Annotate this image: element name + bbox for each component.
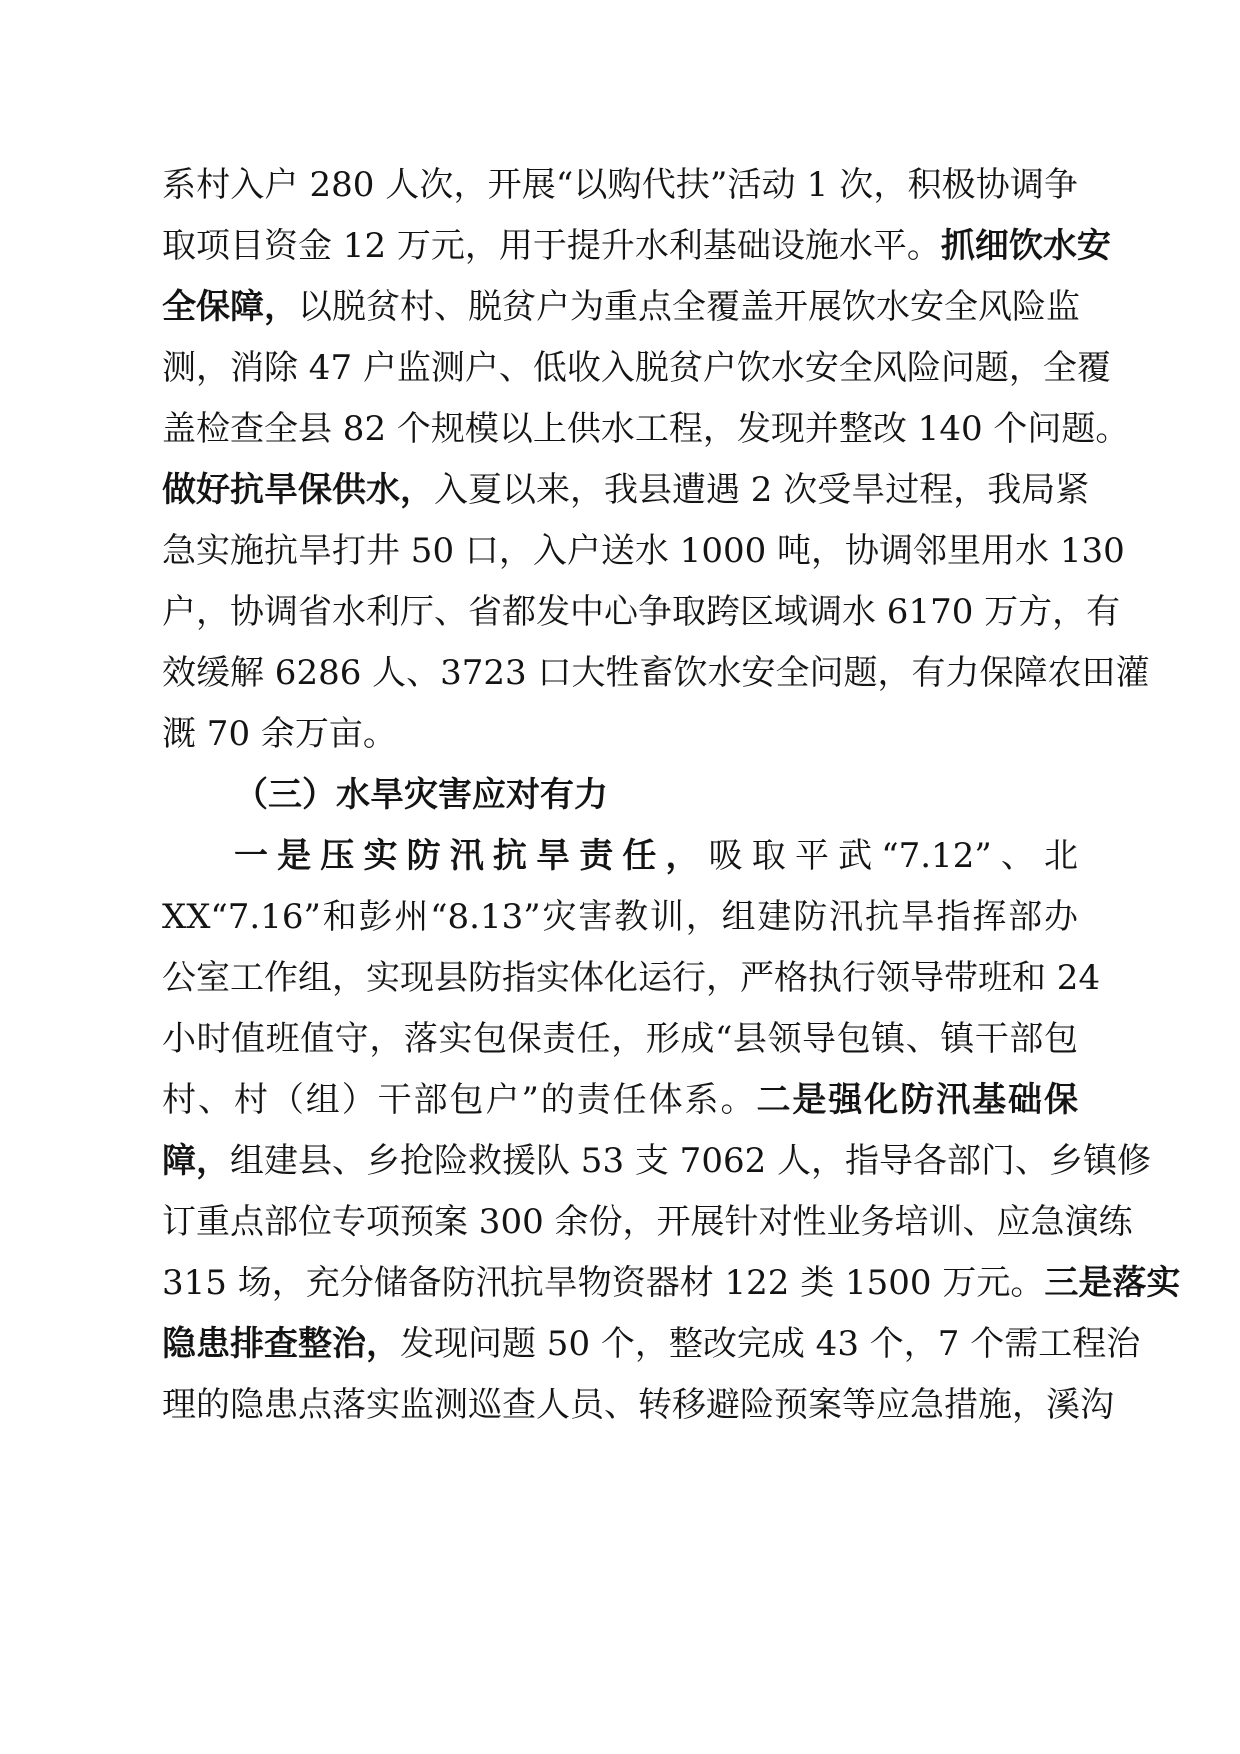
text-run: 村、村（组）干部包户”的责任体系。 xyxy=(162,1080,757,1120)
bold-text-run: 障， xyxy=(162,1141,230,1181)
text-run: 订重点部位专项预案 300 余份，开展针对性业务培训、应急演练 xyxy=(162,1202,1133,1242)
bold-text-run: 抓细饮水安 xyxy=(940,226,1111,266)
text-line xyxy=(162,711,1078,757)
text-line xyxy=(162,1016,1078,1062)
text-line xyxy=(162,1138,1152,1184)
text-line xyxy=(162,528,1125,574)
bold-text-run: 二是强化防汛基础保 xyxy=(756,1080,1078,1120)
text-run: 盖检查全县 82 个规模以上供水工程，发现并整改 140 个问题。 xyxy=(162,409,1130,449)
text-run: 户，协调省水利厅、省都发中心争取跨区域调水 6170 万方，有 xyxy=(162,592,1121,632)
text-run: 效缓解 6286 人、3723 口大牲畜饮水安全问题，有力保障农田灌 xyxy=(162,653,1150,693)
text-run: 发现问题 50 个，整改完成 43 个，7 个需工程治 xyxy=(400,1324,1141,1364)
text-line xyxy=(162,955,1101,1001)
text-line xyxy=(162,1321,1141,1367)
text-line xyxy=(162,406,1130,452)
section-heading xyxy=(234,772,834,818)
text-line xyxy=(162,1199,1133,1245)
text-run: 测，消除 47 户监测户、低收入脱贫户饮水安全风险问题，全覆 xyxy=(162,348,1111,388)
text-run: 取项目资金 12 万元，用于提升水利基础设施水平。 xyxy=(162,226,941,266)
text-run: 组建县、乡抢险救援队 53 支 7062 人，指导各部门、乡镇修 xyxy=(230,1141,1152,1181)
text-run: 以脱贫村、脱贫户为重点全覆盖开展饮水安全风险监 xyxy=(298,287,1080,327)
text-line xyxy=(162,1382,1114,1428)
bold-text-run: 一是压实防汛抗旱责任， xyxy=(234,836,709,876)
text-run: 吸取平武“7.12”、北 xyxy=(708,836,1079,876)
text-line xyxy=(162,1260,1181,1306)
text-line xyxy=(162,650,1150,696)
text-run: 小时值班值守，落实包保责任，形成“县领导包镇、镇干部包 xyxy=(162,1019,1078,1059)
text-line xyxy=(162,589,1121,635)
text-line xyxy=(162,345,1111,391)
text-line xyxy=(162,223,1111,269)
text-run: 溉 70 余万亩。 xyxy=(162,714,397,754)
text-line xyxy=(162,1077,1078,1123)
text-run: XX“7.16”和彭州“8.13”灾害教训，组建防汛抗旱指挥部办 xyxy=(162,897,1078,937)
text-run: 急实施抗旱打井 50 口，入户送水 1000 吨，协调邻里用水 130 xyxy=(162,531,1125,571)
bold-text-run: 隐患排查整治， xyxy=(162,1324,400,1364)
text-run: 315 场，充分储备防汛抗旱物资器材 122 类 1500 万元。 xyxy=(162,1263,1045,1303)
text-line xyxy=(162,162,1078,208)
text-run: 公室工作组，实现县防指实体化运行，严格执行领导带班和 24 xyxy=(162,958,1101,998)
text-run: 系村入户 280 人次，开展“以购代扶”活动 1 次，积极协调争 xyxy=(162,165,1078,205)
section-heading-text: （三）水旱灾害应对有力 xyxy=(234,775,608,815)
text-line xyxy=(234,833,1078,879)
bold-text-run: 全保障， xyxy=(162,287,298,327)
text-line xyxy=(162,467,1090,513)
text-line xyxy=(162,284,1078,330)
bold-text-run: 三是落实 xyxy=(1044,1263,1181,1303)
text-run: 理的隐患点落实监测巡查人员、转移避险预案等应急措施，溪沟 xyxy=(162,1385,1114,1425)
text-run: 入夏以来，我县遭遇 2 次受旱过程，我局紧 xyxy=(434,470,1090,510)
bold-text-run: 做好抗旱保供水， xyxy=(162,470,434,510)
text-line xyxy=(162,894,1078,940)
